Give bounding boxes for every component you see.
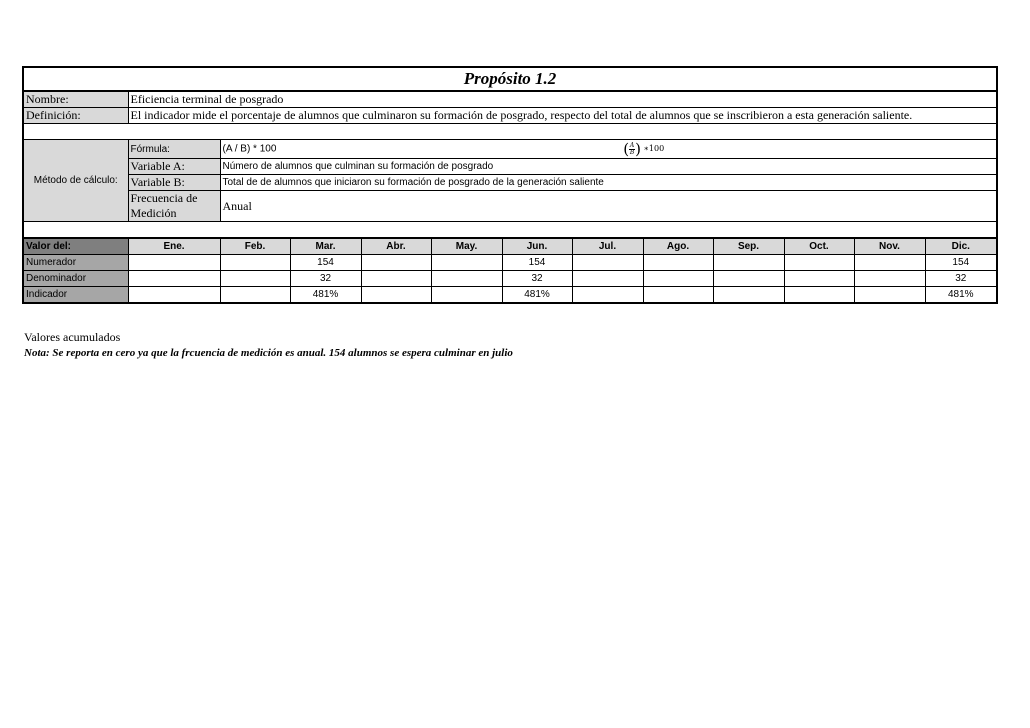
table-cell: [784, 287, 854, 304]
table-cell: [220, 255, 290, 271]
table-cell: [713, 287, 784, 304]
definicion-label: Definición:: [23, 108, 128, 124]
month-header: Nov.: [854, 238, 925, 255]
formula-suffix: ∗100: [643, 144, 665, 153]
table-cell: [128, 255, 220, 271]
var-a-value: Número de alumnos que culminan su formación de posgrado: [220, 159, 997, 175]
definicion-value: El indicador mide el porcentaje de alumnos que culminaron su formación de posgrado, respecto del total de alumnos que se inscribieron a esta generación saliente.: [128, 108, 997, 124]
table-cell: 481%: [502, 287, 572, 304]
table-row: [23, 271, 997, 287]
row-label-denominador: Denominador: [23, 271, 128, 287]
table-cell: [854, 287, 925, 304]
spacer-row: [23, 222, 997, 239]
table-cell: [643, 271, 713, 287]
table-cell: [128, 287, 220, 304]
table-cell: 154: [502, 255, 572, 271]
month-header: Mar.: [290, 238, 361, 255]
month-header: Oct.: [784, 238, 854, 255]
table-cell: [220, 287, 290, 304]
frecuencia-value: Anual: [220, 191, 997, 222]
table-cell: [431, 287, 502, 304]
formula-den: B: [629, 148, 635, 156]
nombre-value: Eficiencia terminal de posgrado: [128, 91, 997, 108]
table-cell: [713, 255, 784, 271]
valores-acumulados-note: Valores acumulados: [24, 330, 121, 344]
table-row: [23, 255, 997, 271]
var-b-label: Variable B:: [128, 175, 220, 191]
metodo-label: Método de cálculo:: [23, 140, 128, 222]
table-cell: [431, 255, 502, 271]
var-b-value: Total de de alumnos que iniciaron su formación de posgrado de la generación saliente: [220, 175, 997, 191]
months-header-row: [23, 238, 997, 255]
table-cell: [572, 287, 643, 304]
table-cell: [220, 271, 290, 287]
table-cell: 154: [925, 255, 997, 271]
formula-num: A: [629, 141, 635, 149]
table-cell: 481%: [925, 287, 997, 304]
indicator-sheet: [22, 66, 996, 304]
table-cell: [643, 287, 713, 304]
month-header: Jun.: [502, 238, 572, 255]
table-cell: [361, 255, 431, 271]
formula-rendered: ( $\frac{A}{B}$ ) ∗100: [623, 140, 665, 158]
table-cell: [854, 255, 925, 271]
nombre-label: Nombre:: [23, 91, 128, 108]
table-cell: [643, 255, 713, 271]
month-header: Abr.: [361, 238, 431, 255]
page-title: Propósito 1.2: [23, 67, 997, 91]
table-cell: [361, 271, 431, 287]
table-cell: [572, 271, 643, 287]
valor-del-label: Valor del:: [23, 238, 128, 255]
table-cell: [854, 271, 925, 287]
table-cell: [784, 255, 854, 271]
row-label-indicador: Indicador: [23, 287, 128, 304]
month-header: Ago.: [643, 238, 713, 255]
table-row: [23, 287, 997, 304]
table-cell: [128, 271, 220, 287]
month-header: Feb.: [220, 238, 290, 255]
nota-text: Nota: Se reporta en cero ya que la frcuencia de medición es anual. 154 alumnos se espera culminar en julio: [24, 347, 513, 359]
table-cell: 32: [290, 271, 361, 287]
table-cell: 154: [290, 255, 361, 271]
table-cell: 32: [925, 271, 997, 287]
spacer-row: [23, 124, 997, 140]
indicator-table: [22, 66, 998, 304]
frecuencia-label: Frecuencia de Medición: [128, 191, 220, 222]
table-cell: [713, 271, 784, 287]
formula-label: Fórmula:: [128, 140, 220, 159]
month-header: Ene.: [128, 238, 220, 255]
table-cell: [431, 271, 502, 287]
month-header: Sep.: [713, 238, 784, 255]
row-label-numerador: Numerador: [23, 255, 128, 271]
table-cell: 32: [502, 271, 572, 287]
table-cell: [784, 271, 854, 287]
month-header: May.: [431, 238, 502, 255]
formula-text: (A / B) * 100: [222, 143, 277, 155]
table-cell: 481%: [290, 287, 361, 304]
formula-value: [220, 140, 997, 159]
var-a-label: Variable A:: [128, 159, 220, 175]
table-cell: [572, 255, 643, 271]
table-cell: [361, 287, 431, 304]
month-header: Jul.: [572, 238, 643, 255]
month-header: Dic.: [925, 238, 997, 255]
